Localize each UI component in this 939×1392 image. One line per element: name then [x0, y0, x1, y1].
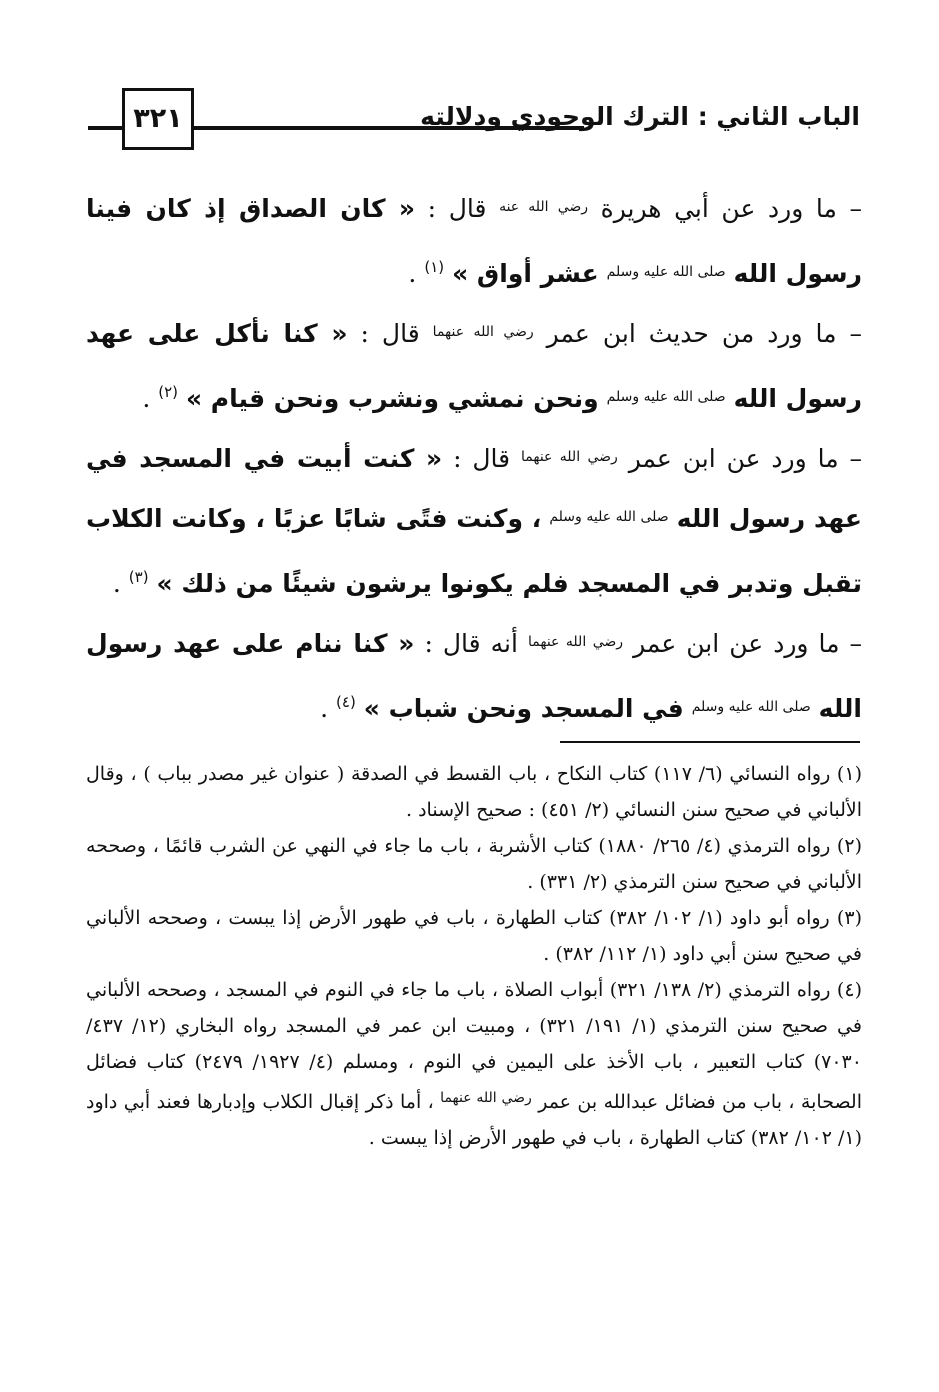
p3-intro: – ما ورد عن ابن عمر [628, 444, 862, 473]
footnote-4 [86, 972, 862, 1156]
p1-said: قال : [427, 194, 487, 223]
chapter-title: الباب الثاني : الترك الوجودي ودلالته [420, 102, 860, 131]
p3-end: . [112, 569, 121, 598]
p3-said: قال : [453, 444, 511, 473]
footnote-2: (٢) رواه الترمذي (٤/ ٢٦٥/ ١٨٨٠) كتاب الأشربة ، باب ما جاء في النهي عن الشرب قائمًا ، وصححه الألباني في صحيح سنن الترمذي (٢/ ٣٣١) . [86, 835, 862, 893]
p4-intro: – ما ورد عن ابن عمر [633, 629, 863, 658]
honorific-salla-icon: صلى الله عليه وسلم [549, 509, 669, 525]
honorific-salla-icon: صلى الله عليه وسلم [606, 389, 726, 405]
footnote-3: (٣) رواه أبو داود (١/ ١٠٢/ ٣٨٢) كتاب الطهارة ، باب في طهور الأرض إذا يبست ، وصححه الألباني في صحيح سنن أبي داود (١/ ١١٢/ ٣٨٢) . [86, 907, 862, 965]
honorific-radiya-icon: رضي الله عنهما [432, 324, 534, 340]
honorific-radiya-icon: رضي الله عنهما [521, 449, 618, 465]
p1-intro: – ما ورد عن أبي هريرة [600, 194, 863, 223]
header-rule-left [88, 126, 122, 130]
honorific-salla-icon: صلى الله عليه وسلم [606, 264, 726, 280]
paragraph-3 [86, 428, 862, 613]
paragraph-2 [86, 303, 862, 428]
p4-end: . [320, 694, 329, 723]
p2-end: . [142, 384, 151, 413]
footnotes [86, 756, 862, 1156]
paragraph-1 [86, 178, 862, 303]
p4-quote-end: في المسجد ونحن شباب » [363, 694, 684, 723]
page-number: ٣٢١ [122, 88, 194, 150]
honorific-salla-icon: صلى الله عليه وسلم [691, 699, 811, 715]
p1-quote: « كان الصداق إذ كان فينا رسول الله [86, 194, 862, 288]
footnote-1: (١) رواه النسائي (٦/ ١١٧) كتاب النكاح ، باب القسط في الصدقة ( عنوان غير مصدر بباب ) ، وقال الألباني في صحيح سنن النسائي (٢/ ٤٥١) : صحيح الإسناد . [86, 763, 862, 821]
footnote-4-text-a: (٤) رواه الترمذي (٢/ ١٣٨/ ٣٢١) أبواب الصلاة ، باب ما جاء في النوم في المسجد ، وصححه الألباني في صحيح سنن الترمذي (١/ ١٩١/ ٣٢١) ، ومبيت ابن عمر في المسجد رواه البخاري (١٢/ ٤٣٧/ ٧٠٣٠) كتاب التعبير ، باب الأخذ على اليمين في النوم ، ومسلم (٤/ ١٩٢٧/ ٢٤٧٩) كتاب فضائل الصحابة ، باب من فضائل عبدالله بن عمر [86, 979, 863, 1113]
p3-quote: « كنت أبيت في المسجد في عهد رسول الله [86, 444, 862, 533]
p3-quote-end: ، وكنت فتًى شابًا عزبًا ، وكانت الكلاب تقبل وتدبر في المسجد فلم يكونوا يرشون شيئًا من ذلك » [86, 504, 862, 598]
honorific-radiya-icon: رضي الله عنهما [440, 1090, 532, 1106]
page-header [88, 88, 860, 154]
p2-intro: – ما ورد من حديث ابن عمر [546, 319, 863, 348]
honorific-radiya-icon: رضي الله عنهما [528, 634, 624, 650]
p2-said: قال : [360, 319, 420, 348]
p1-end: . [408, 259, 417, 288]
paragraph-4 [86, 613, 862, 738]
footnote-4-text-b: ، أما ذكر إقبال الكلاب وإدبارها فعند أبي داود (١/ ١٠٢/ ٣٨٢) كتاب الطهارة ، باب في طهور الأرض إذا يبست . [86, 1091, 862, 1149]
footnote-ref-4: (٤) [336, 693, 356, 711]
p4-said: أنه قال : [424, 629, 518, 658]
honorific-radiya-icon: رضي الله عنه [499, 199, 589, 215]
footnote-divider [560, 741, 860, 743]
p2-quote-end: ونحن نمشي ونشرب ونحن قيام » [185, 384, 599, 413]
main-text [86, 178, 862, 738]
footnote-ref-3: (٣) [128, 568, 149, 586]
p2-quote: « كنا نأكل على عهد رسول الله [86, 319, 862, 413]
footnote-ref-2: (٢) [158, 383, 178, 401]
p1-quote-end: عشر أواق » [452, 259, 599, 288]
footnote-ref-1: (١) [424, 258, 445, 276]
p4-quote: « كنا ننام على عهد رسول الله [86, 629, 862, 723]
